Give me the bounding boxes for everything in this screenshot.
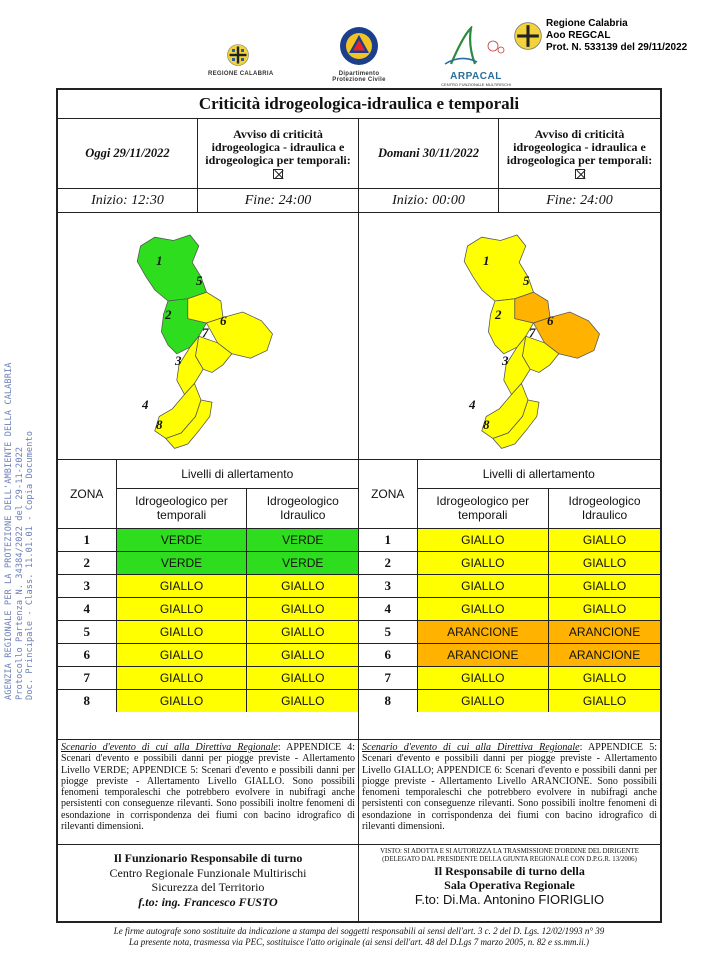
tomorrow-end: Fine: 24:00 (546, 192, 613, 208)
level-idraulico: VERDE (247, 528, 358, 551)
livelli-header: Livelli di allertamento (417, 460, 660, 488)
level-temporali: GIALLO (417, 597, 549, 620)
level-temporali: GIALLO (116, 689, 247, 712)
dates-row (58, 119, 660, 189)
tomorrow-avviso-text: Avviso di criticità idrogeologica - idraulica e idrogeologica per temporali: (506, 127, 653, 167)
col-idraulico-header: Idrogeologico Idraulico (247, 488, 358, 528)
level-temporali: ARANCIONE (417, 620, 549, 643)
stamp-line-2: Aoo REGCAL (546, 30, 611, 41)
zone-number: 1 (359, 528, 417, 551)
zone-number: 2 (58, 551, 116, 574)
footer-line-1: Le firme autografe sono sostituite da indicazione a stampa dei soggetti responsabili ai sensi dell'art. 3 c. 2 del D. Lgs. 12/02/1993 n° 39 (113, 926, 605, 936)
today-avviso-text: Avviso di criticità idrogeologica - idraulica e idrogeologica per temporali: (205, 127, 351, 167)
map-zone-label: 5 (196, 273, 203, 288)
level-temporali: VERDE (116, 551, 247, 574)
zone-number: 4 (58, 597, 116, 620)
zone-row (359, 643, 660, 666)
today-scenario: Scenario d'evento di cui alla Direttiva Regionale: APPENDICE 4: Scenari d'evento e possibili danni per piogge previste - Allertamento Livello VERDE; APPENDICE 5: Scenari d'evento e possibili danni per piogge previste - Allertamento Livello GIALLO. Sono possibili fenomeni temporaleschi che potrebbero evolvere in nubifragi anche persistenti con conseguenze rilevanti. Sono possibili inoltre fenomeni di esondazione in corrispondenza dei fiumi con bacino idrografico di rilevanti dimensioni. (58, 740, 359, 844)
regione-calabria-logo (208, 44, 274, 77)
protocol-sidebar (4, 290, 44, 700)
protocol-stamp (514, 18, 710, 58)
level-idraulico: GIALLO (247, 620, 358, 643)
zone-row (359, 666, 660, 689)
level-idraulico: GIALLO (247, 666, 358, 689)
level-idraulico: GIALLO (247, 643, 358, 666)
left-sign-line-2: Centro Regionale Funzionale Multirischi (109, 865, 307, 880)
zone-row (58, 528, 358, 551)
map-zone-label: 6 (220, 313, 227, 328)
level-temporali: GIALLO (116, 574, 247, 597)
scenario-row (58, 740, 660, 845)
right-sign-line-3: F.to: Di.Ma. Antonino FIORIGLIO (414, 892, 605, 907)
level-idraulico: GIALLO (549, 528, 660, 551)
zone-row (359, 689, 660, 712)
col-temporali-header: Idrogeologico per temporali (417, 488, 549, 528)
map-zone-label: 5 (523, 273, 530, 288)
level-temporali: GIALLO (417, 551, 549, 574)
map-zone-label: 7 (529, 325, 536, 340)
zona-header: ZONA (58, 460, 116, 528)
level-temporali: GIALLO (116, 620, 247, 643)
level-idraulico: GIALLO (247, 689, 358, 712)
map-zone-label: 8 (483, 417, 490, 432)
bulletin-title: Criticità idrogeologica-idraulica e temporali (58, 90, 660, 119)
level-idraulico: GIALLO (549, 551, 660, 574)
sidebar-line-1: AGENZIA REGIONALE PER LA PROTEZIONE DELL'AMBIENTE DELLA CALABRIA (4, 362, 14, 700)
left-sign-line-3: Sicurezza del Territorio (151, 880, 265, 894)
zone-row (58, 551, 358, 574)
map-zone-label: 7 (202, 325, 209, 340)
level-temporali: GIALLO (116, 666, 247, 689)
document-header (0, 0, 712, 88)
today-scenario-heading: Scenario d'evento di cui alla Direttiva Regionale (61, 742, 278, 753)
level-idraulico: ARANCIONE (549, 620, 660, 643)
protezione-civile-logo (330, 26, 388, 83)
map-zone-label: 1 (483, 253, 490, 268)
level-idraulico: GIALLO (549, 574, 660, 597)
level-idraulico: GIALLO (247, 597, 358, 620)
bulletin-frame (56, 88, 662, 923)
level-idraulico: GIALLO (549, 689, 660, 712)
level-idraulico: VERDE (247, 551, 358, 574)
pc-caption-2: Protezione Civile (332, 77, 386, 83)
zone-row (58, 620, 358, 643)
level-idraulico: ARANCIONE (549, 643, 660, 666)
zone-row (359, 597, 660, 620)
level-temporali: GIALLO (116, 643, 247, 666)
zone-number: 1 (58, 528, 116, 551)
map-zone-label: 3 (502, 353, 509, 368)
map-zone-5 (188, 292, 223, 323)
today-date: Oggi 29/11/2022 (58, 119, 198, 188)
zone-number: 2 (359, 551, 417, 574)
map-zone-label: 2 (165, 307, 172, 322)
zone-row (58, 574, 358, 597)
zone-number: 5 (58, 620, 116, 643)
left-sign-line-1: Il Funzionario Responsabile di turno (113, 851, 303, 865)
tomorrow-scenario: Scenario d'evento di cui alla Direttiva Regionale: APPENDICE 5: Scenari d'evento e possibili danni per piogge previste - Allertamento Livello GIALLO; APPENDICE 6: Scenari d'evento e possibili danni per piogge previste - Allertamento Livello ARANCIONE. Sono possibili fenomeni temporaleschi che potrebbero evolvere in nubifragi anche persistenti con conseguenze rilevanti. Sono possibili inoltre fenomeni di esondazione in corrispondenza dei fiumi con bacino idrografico di rilevanti dimensioni. (362, 742, 657, 833)
protezione-civile-icon (339, 26, 379, 66)
zone-number: 5 (359, 620, 417, 643)
today-end: Fine: 24:00 (198, 189, 359, 212)
right-sign-note-1: VISTO: SI ADOTTA E SI AUTORIZZA LA TRASMISSIONE D'ORDINE DEL DIRIGENTE (380, 848, 639, 855)
zone-number: 4 (359, 597, 417, 620)
map-zone-1 (137, 235, 206, 301)
today-levels-table (58, 460, 359, 739)
tomorrow-date: Domani 30/11/2022 (359, 119, 499, 188)
level-idraulico: GIALLO (247, 574, 358, 597)
zone-number: 7 (359, 666, 417, 689)
times-row (58, 189, 660, 213)
sidebar-line-2: Protocollo Partenza N. 34384/2022 del 29-11-2022 (14, 446, 25, 700)
sidebar-line-3: Doc. Principale - Class. 11.01.01 - Copia Documento (25, 431, 35, 700)
today-scenario-text: APPENDICE 4: Scenari d'evento e possibili danni per piogge previste - Allertamento Livello VERDE; APPENDICE 5: Scenari d'evento e possibili danni per piogge previste - Allertamento Livello GIALLO. Sono possibili fenomeni temporaleschi che potrebbero evolvere in nubifragi anche persistenti con conseguenze rilevanti. Sono possibili inoltre fenomeni di esondazione in corrispondenza dei fiumi con bacino idrografico di rilevanti dimensioni. (61, 742, 355, 833)
today-start: Inizio: 12:30 (58, 189, 198, 212)
map-zone-1 (464, 235, 533, 301)
tomorrow-avviso (499, 119, 660, 188)
map-zone-label: 2 (495, 307, 502, 322)
tomorrow-scenario-text: APPENDICE 5: Scenari d'evento e possibili danni per piogge previste - Allertamento Livello GIALLO; APPENDICE 6: Scenari d'evento e possibili danni per piogge previste - Allertamento Livello ARANCIONE. Sono possibili fenomeni temporaleschi che potrebbero evolvere in nubifragi anche persistenti con conseguenze rilevanti. Sono possibili inoltre fenomeni di esondazione in corrispondenza dei fiumi con bacino idrografico di rilevanti dimensioni. (362, 742, 657, 833)
logo-calabria-caption: REGIONE CALABRIA (208, 71, 274, 77)
zone-number: 7 (58, 666, 116, 689)
level-temporali: GIALLO (417, 574, 549, 597)
level-temporali: GIALLO (417, 528, 549, 551)
calabria-cross-icon (227, 44, 249, 66)
tomorrow-avviso-checkbox-icon (575, 169, 585, 179)
today-avviso-checkbox-icon (273, 169, 283, 179)
zone-number: 6 (359, 643, 417, 666)
level-temporali: GIALLO (116, 597, 247, 620)
arpacal-subtitle: CENTRO FUNZIONALE MULTIRISCHI (441, 82, 511, 87)
stamp-text (546, 18, 687, 54)
map-zone-label: 8 (156, 417, 163, 432)
zone-number: 8 (359, 689, 417, 712)
zone-row (359, 620, 660, 643)
arpacal-logo (434, 26, 518, 87)
tomorrow-levels-table (359, 460, 660, 739)
livelli-header: Livelli di allertamento (116, 460, 358, 488)
zone-row (359, 551, 660, 574)
right-signature (359, 845, 660, 922)
today-avviso (198, 119, 359, 188)
zone-number: 3 (359, 574, 417, 597)
tables-row (58, 460, 660, 740)
map-zone-label: 4 (142, 397, 149, 412)
level-temporali: GIALLO (417, 689, 549, 712)
zona-header: ZONA (359, 460, 417, 528)
zone-number: 6 (58, 643, 116, 666)
zone-number: 8 (58, 689, 116, 712)
maps-row (58, 213, 660, 460)
map-zone-label: 3 (175, 353, 182, 368)
zone-row (58, 689, 358, 712)
tomorrow-start: Inizio: 00:00 (359, 189, 499, 212)
level-temporali: GIALLO (417, 666, 549, 689)
level-idraulico: GIALLO (549, 666, 660, 689)
col-idraulico-header: Idrogeologico Idraulico (549, 488, 660, 528)
calabria-map-svg (359, 213, 660, 460)
zone-row (359, 574, 660, 597)
stamp-line-1: Regione Calabria (546, 18, 628, 29)
tomorrow-zone-map (359, 213, 660, 459)
right-sign-line-1: Il Responsabile di turno della (434, 864, 585, 878)
map-zone-label: 1 (156, 253, 163, 268)
zone-row (359, 528, 660, 551)
map-zone-label: 4 (469, 397, 476, 412)
left-sign-line-4: f.to: ing. Francesco FUSTO (138, 894, 278, 909)
pc-caption-1: Dipartimento (338, 71, 380, 77)
footer-line-2: La presente nota, trasmessa via PEC, sostituisce l'atto originale (ai sensi dell'art. 48 del D.Lgs 7 marzo 2005, n. 82 e ss.mm.ii.) (128, 937, 589, 947)
level-temporali: VERDE (116, 528, 247, 551)
zone-row (58, 666, 358, 689)
zone-row (58, 643, 358, 666)
calabria-map-svg (58, 213, 359, 460)
arpacal-swoosh-icon (441, 26, 511, 66)
tomorrow-scenario-heading: Scenario d'evento di cui alla Direttiva Regionale (362, 742, 580, 753)
footer-note (56, 926, 662, 948)
col-temporali-header: Idrogeologico per temporali (116, 488, 247, 528)
right-sign-line-2: Sala Operativa Regionale (444, 878, 575, 892)
today-zone-map (58, 213, 359, 459)
left-signature (58, 845, 359, 922)
level-idraulico: GIALLO (549, 597, 660, 620)
right-sign-note-2: (DELEGATO DAL PRESIDENTE DELLA GIUNTA REGIONALE CON D.P.G.R. 13/2006) (382, 856, 637, 863)
stamp-calabria-icon (514, 22, 542, 50)
stamp-line-3: Prot. N. 533139 del 29/11/2022 (546, 42, 688, 53)
zone-number: 3 (58, 574, 116, 597)
map-zone-label: 6 (547, 313, 554, 328)
map-zone-5 (515, 292, 550, 323)
arpacal-name: ARPACAL (450, 71, 502, 82)
zone-row (58, 597, 358, 620)
level-temporali: ARANCIONE (417, 643, 549, 666)
signature-row (58, 845, 660, 922)
